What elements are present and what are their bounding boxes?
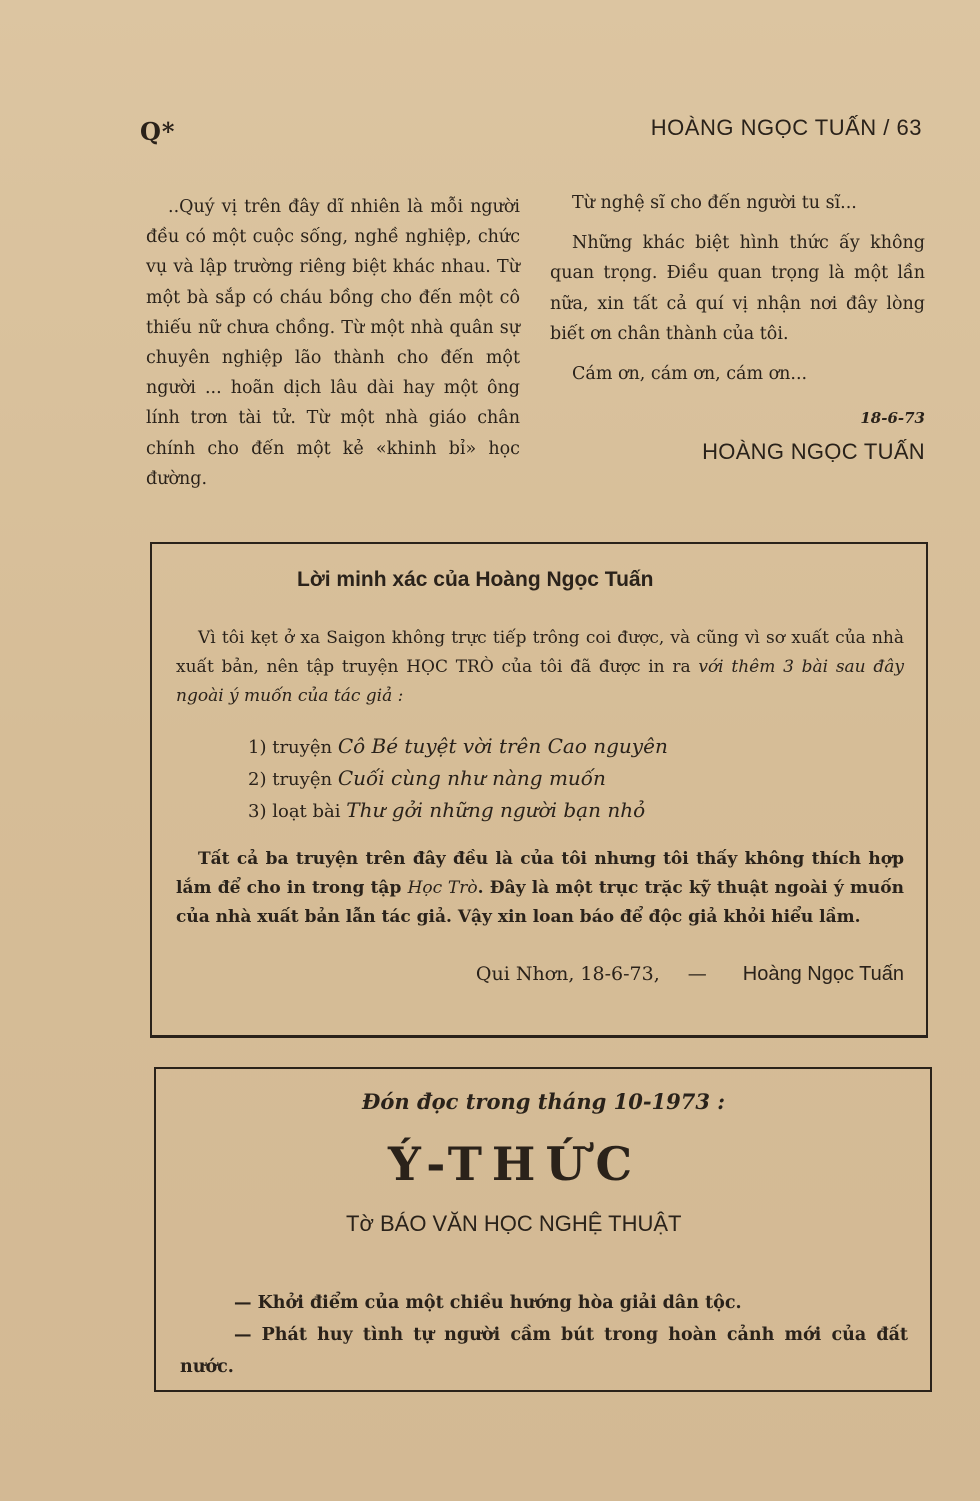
- item-title: Cô Bé tuyệt vời trên Cao nguyên: [337, 734, 668, 758]
- list-item: [248, 763, 904, 795]
- notice-intro-b: với thêm 3 bài sau đây ngoài ý muốn của tác giả :: [176, 657, 904, 706]
- right-paragraph-1: Từ nghệ sĩ cho đến người tu sĩ...: [572, 193, 857, 213]
- announcement-bullet-2: — Phát huy tình tự người cầm bút trong hoàn cảnh mới của đất nước.: [180, 1325, 908, 1377]
- notice-paragraph-2: [176, 845, 904, 932]
- item-title: Cuối cùng như nàng muốn: [337, 766, 606, 790]
- item-title: Thư gởi những người bạn nhỏ: [346, 798, 646, 822]
- left-column-text: ..Quý vị trên đây dĩ nhiên là mỗi người đều có một cuộc sống, nghề nghiệp, chức vụ và lập trường riêng biệt khác nhau. Từ một bà sắp có cháu bồng cho đến một cô thiếu nữ chưa chồng. Từ một nhà quân sự chuyên nghiệp lão thành cho đến một người ... hoãn dịch lâu dài hay một ông lính trơn tài tử. Từ một nhà giáo chân chính cho đến một kẻ «khinh bỉ» học đường.: [146, 197, 520, 489]
- notice-signature-line: [176, 960, 904, 989]
- list-item: [248, 795, 904, 827]
- notice-intro: [176, 624, 904, 711]
- notice-title: Lời minh xác của Hoàng Ngọc Tuấn: [297, 568, 654, 591]
- notice-intro-a: Vì tôi kẹt ở xa Saigon không trực tiếp trông coi được, và cũng vì sơ xuất của nhà xuất bản, nên tập truyện HỌC TRÒ của tôi đã được in ra: [176, 628, 904, 677]
- item-kind: truyện: [272, 769, 333, 790]
- item-number: 2): [248, 769, 267, 790]
- announcement-box: [154, 1067, 932, 1392]
- announcement-body: [180, 1287, 908, 1383]
- notice-dash: —: [687, 963, 707, 985]
- magazine-title: Ý-THỨC: [388, 1137, 643, 1191]
- notice-body: [176, 624, 904, 989]
- page-mark: Q*: [140, 117, 176, 146]
- para2-book: Học Trò: [407, 878, 478, 898]
- notice-place-date: Qui Nhơn, 18-6-73,: [475, 963, 660, 985]
- running-header: HOÀNG NGỌC TUẤN / 63: [650, 115, 922, 140]
- item-kind: loạt bài: [272, 801, 341, 822]
- clarification-notice-box: [150, 542, 928, 1038]
- notice-author: Hoàng Ngọc Tuấn: [742, 963, 904, 985]
- magazine-subtitle: Tờ BÁO VĂN HỌC NGHỆ THUẬT: [346, 1211, 682, 1236]
- list-item: [248, 731, 904, 763]
- para2-b: . Đây là một trục trặc kỹ thuật ngoài ý muốn của nhà xuất bản lẫn tác giả. Vậy xin loan báo để độc giả khỏi hiểu lầm.: [176, 878, 904, 927]
- right-paragraph-2: Những khác biệt hình thức ấy không quan trọng. Điều quan trọng là một lần nữa, xin tất cả quí vị nhận nơi đây lòng biết ơn chân thành của tôi.: [550, 233, 925, 344]
- item-number: 3): [248, 801, 267, 822]
- announcement-lead: Đón đọc trong tháng 10-1973 :: [362, 1089, 726, 1114]
- article-date: 18-6-73: [860, 409, 925, 428]
- notice-list: [176, 731, 904, 827]
- para2-a: Tất cả ba truyện trên đây đều là của tôi nhưng tôi thấy không thích hợp lắm để cho in trong tập: [176, 849, 904, 898]
- announcement-bullet-1: — Khởi điểm của một chiều hướng hòa giải dân tộc.: [234, 1293, 742, 1313]
- item-number: 1): [248, 737, 267, 758]
- item-kind: truyện: [272, 737, 333, 758]
- article-signature: HOÀNG NGỌC TUẤN: [702, 439, 925, 465]
- right-column: [550, 188, 925, 468]
- right-paragraph-3: Cám ơn, cám ơn, cám ơn...: [572, 364, 808, 385]
